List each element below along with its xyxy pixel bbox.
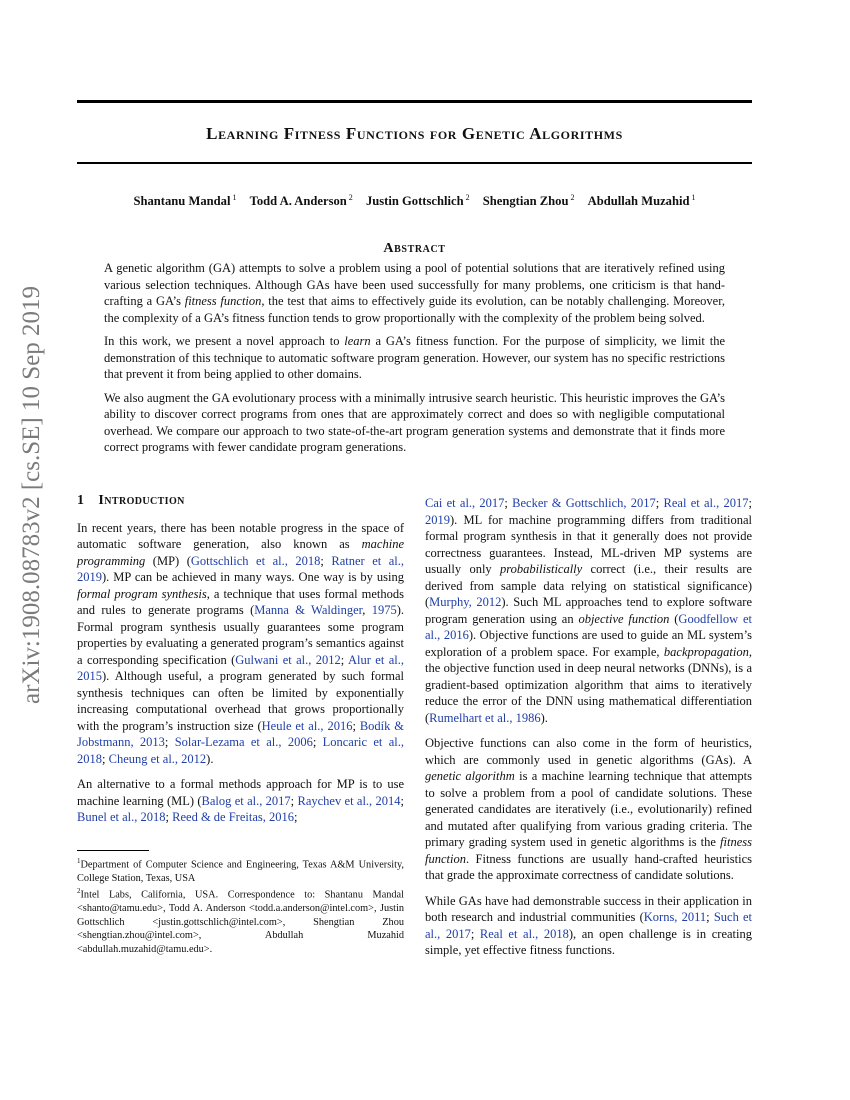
citation-link[interactable]: Such et al., 2017 [425, 910, 753, 941]
section-heading: 1 Introduction [77, 493, 185, 508]
citation-link[interactable]: Alur et al., 2015 [77, 652, 404, 683]
citation-link[interactable]: Murphy, 2012 [429, 595, 502, 609]
author: Shengtian Zhou $^2$ [482, 193, 575, 209]
author: Justin Gottschlich $^2$ [365, 193, 470, 209]
body-paragraph: An alternative to a formal methods approach for MP is to use machine learning (ML) (Balog et al., 2017; Raychev et al., 2014; Bunel et al., 2018; Reed & de Freitas, 2016; [77, 777, 404, 824]
citation-link[interactable]: Bodík & Jobstmann, 2013 [77, 718, 404, 749]
citation-link[interactable]: Real et al., 2017 [663, 496, 749, 510]
footnote: $^1$Department of Computer Science and Engineering, Texas A&M University, College Station, Texas, USA [77, 857, 404, 884]
citation-link[interactable]: Loncaric et al., 2018 [77, 735, 404, 766]
abstract-paragraph: A genetic algorithm (GA) attempts to solve a problem using a pool of potential solutions that are iteratively refined using various selection techniques. Although GAs have been used successfully for many problems, one criticism is that hand-crafting a GA’s fitness function, the test that aims to effectively guide its evolution, can be notably challenging. Moreover, the complexity of a GA’s fitness function tends to grow proportionally with the complexity of the problem being solved. [104, 261, 726, 325]
abstract-heading: Abstract [383, 241, 446, 256]
abstract-body [104, 260, 725, 463]
author-list [77, 193, 752, 209]
citation-link[interactable]: Bunel et al., 2018 [77, 810, 166, 824]
paper-title: Learning Fitness Functions for Genetic Algorithms [206, 124, 623, 143]
citation-link[interactable]: Cai et al., 2017 [425, 496, 505, 510]
citation-link[interactable]: Rumelhart et al., 1986 [429, 710, 541, 725]
citation-link[interactable]: Gulwani et al., 2012 [235, 652, 341, 667]
citation-link[interactable]: Raychev et al., 2014 [297, 793, 401, 808]
citation-link[interactable]: Goodfellow et al., 2016 [425, 611, 753, 642]
author: Abdullah Muzahid $^1$ [587, 193, 696, 209]
body-paragraph: While GAs have had demonstrable success in their application in both research and industrial communities (Korns, 2011; Such et al., 2017; Real et al., 2018), an open challenge is in creating simple, yet effective fitness functions. [425, 893, 753, 957]
abstract-paragraph: In this work, we present a novel approach to learn a GA’s fitness function. For the purpose of simplicity, we limit the demonstration of this technique to automatic software program generation. However, our system has no specific restrictions that prevent it from being applied to other domains. [104, 334, 725, 381]
citation-link[interactable]: 2019 [425, 512, 450, 527]
citation-link[interactable]: Balog et al., 2017 [201, 793, 291, 808]
body-paragraph: In recent years, there has been notable progress in the space of automatic software generation, also known as machine programming (MP) (Gottschlich et al., 2018; Ratner et al., 2019). MP can be achieved in many ways. One way is by using formal program synthesis, a technique that uses formal methods and rules to generate programs (Manna & Waldinger, 1975). Formal program synthesis usually guarantees some program properties by evaluating a generated program’s semantics against a corresponding specification (Gulwani et al., 2012; Alur et al., 2015). Although useful, a program generated by such formal synthesis techniques can often be limited by exponentially increasing computational overhead that grows proportionally with the program’s instruction size (Heule et al., 2016; Bodík & Jobstmann, 2013; Solar-Lezama et al., 2006; Loncaric et al., 2018; Cheung et al., 2012). [77, 520, 405, 766]
citation-link[interactable]: Gottschlich et al., 2018 [190, 553, 321, 568]
title-bottom-rule [77, 162, 752, 164]
citation-link[interactable]: 1975 [371, 603, 397, 617]
citation-link[interactable]: Reed & de Freitas, 2016 [172, 810, 294, 824]
body-paragraph: Cai et al., 2017; Becker & Gottschlich, 2017; Real et al., 2017; 2019). ML for machine programming differs from traditional formal program synthesis in that it generally does not provide correctness guarantees. Instead, ML-driven MP systems are usually only probabilistically correct (i.e., their results are derived from sample data relying on statistical significance) (Murphy, 2012). Such ML approaches tend to explore software program generation using an objective function (Goodfellow et al., 2016). Objective functions are used to guide an ML system’s exploration of a problem space. For example, backpropagation, the objective function used in deep neural networks (DNNs), is a gradient-based optimization algorithm that aims to iteratively reduce the error of the DNN using mathematical differentiation (Rumelhart et al., 1986). [425, 496, 753, 725]
right-column [425, 495, 752, 968]
citation-link[interactable]: Real et al., 2018 [479, 926, 569, 941]
citation-link[interactable]: Heule et al., 2016 [261, 718, 353, 733]
author: Shantanu Mandal $^1$ [133, 193, 237, 209]
author: Todd A. Anderson $^2$ [249, 193, 353, 209]
citation-link[interactable]: Cheung et al., 2012 [108, 751, 207, 766]
citation-link[interactable]: Manna & Waldinger [254, 603, 363, 617]
left-column [77, 493, 404, 835]
citation-link[interactable]: Becker & Gottschlich, 2017 [512, 496, 656, 510]
abstract-paragraph: We also augment the GA evolutionary process with a minimally intrusive search heuristic. This heuristic improves the GA’s ability to discover correct programs from ones that are approximately correct and does so with negligible computational overhead. We compare our approach to two state-of-the-art program generation systems and demonstrate that it finds more correct programs with fewer candidate program generations. [104, 390, 725, 454]
title-top-rule [77, 100, 752, 103]
citation-link[interactable]: Solar-Lezama et al., 2006 [174, 735, 313, 749]
footnotes [77, 855, 404, 956]
arxiv-sidebar-stamp: arXiv:1908.08783v2 [cs.SE] 10 Sep 2019 [18, 285, 45, 705]
body-paragraph: Objective functions can also come in the form of heuristics, which are commonly used in genetic algorithms (GAs). A genetic algorithm is a machine learning technique that attempts to solve a problem from a pool of candidate solutions. These generated candidates are iteratively (i.e., evolutionarily) refined and mutated after qualifying from various grading criteria. The primary grading system used in genetic algorithms is the fitness function. Fitness functions are usually hand-crafted heuristics that grade the approximate correctness of candidate solutions. [425, 736, 752, 882]
citation-link[interactable]: Ratner et al., 2019 [77, 553, 404, 584]
footnote-rule [77, 850, 149, 851]
footnote: $^2$Intel Labs, California, USA. Correspondence to: Shantanu Mandal <shanto@tamu.edu>, Todd A. Anderson <todd.a.anderson@intel.com>, Justin Gottschlich <justin.gottschlich@intel.com>, Shengtian Zhou <shengtian.zhou@intel.com>, Abdullah Muzahid <abdullah.muzahid@tamu.edu>. [77, 887, 404, 955]
citation-link[interactable]: Korns, 2011 [643, 910, 707, 924]
